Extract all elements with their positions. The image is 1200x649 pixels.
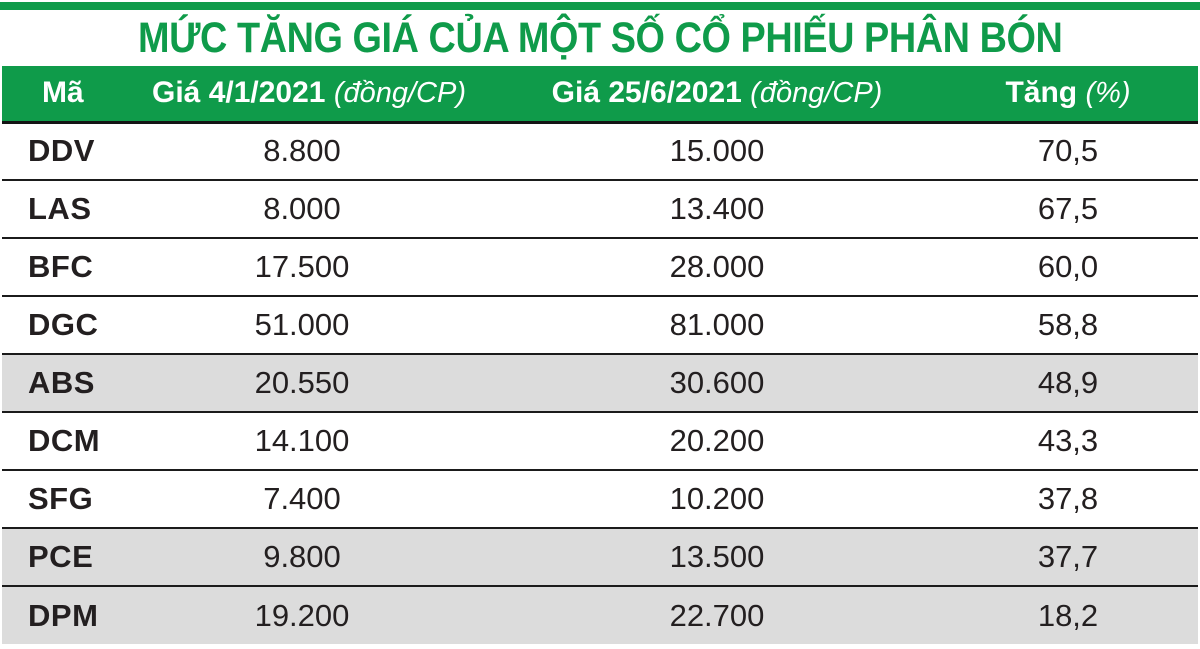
table-row: [2, 180, 1198, 238]
price-end-cell: 30.600: [452, 354, 982, 412]
price-start-cell: 14.100: [152, 412, 452, 470]
header-price-start-unit: (đồng/CP): [333, 77, 466, 110]
change-cell: 18,2: [982, 586, 1198, 644]
header-change-unit: (%): [1085, 77, 1131, 110]
table-row: [2, 354, 1198, 412]
header-ticker-label: Mã: [42, 76, 84, 110]
table-row: [2, 296, 1198, 354]
change-cell: 58,8: [982, 296, 1198, 354]
header-change: [982, 66, 1198, 122]
header-price-end-label: Giá 25/6/2021: [551, 76, 742, 110]
ticker-cell: DPM: [2, 586, 152, 644]
price-end-cell: 22.700: [452, 586, 982, 644]
price-end-cell: 13.500: [452, 528, 982, 586]
header-change-label: Tăng: [1005, 76, 1078, 110]
price-end-cell: 13.400: [452, 180, 982, 238]
price-start-cell: 19.200: [152, 586, 452, 644]
ticker-cell: DDV: [2, 122, 152, 180]
change-cell: 43,3: [982, 412, 1198, 470]
header-price-start: [152, 66, 466, 122]
table-row: [2, 122, 1198, 180]
change-cell: 70,5: [982, 122, 1198, 180]
table-row: [2, 470, 1198, 528]
stock-price-table: [2, 66, 1198, 644]
ticker-cell: ABS: [2, 354, 152, 412]
table-row: [2, 412, 1198, 470]
price-end-cell: 20.200: [452, 412, 982, 470]
price-start-cell: 8.000: [152, 180, 452, 238]
change-cell: 48,9: [982, 354, 1198, 412]
table-row: [2, 586, 1198, 644]
top-accent-bar: [0, 2, 1200, 10]
stock-table-body: [2, 122, 1198, 644]
price-start-cell: 51.000: [152, 296, 452, 354]
change-cell: 37,8: [982, 470, 1198, 528]
table-header-row: [2, 66, 1198, 122]
header-price-start-label: Giá 4/1/2021: [152, 76, 326, 110]
ticker-cell: SFG: [2, 470, 152, 528]
header-price-end: [452, 66, 982, 122]
ticker-cell: DCM: [2, 412, 152, 470]
price-start-cell: 17.500: [152, 238, 452, 296]
chart-title-container: [0, 10, 1200, 66]
price-end-cell: 81.000: [452, 296, 982, 354]
price-end-cell: 15.000: [452, 122, 982, 180]
price-start-cell: 9.800: [152, 528, 452, 586]
price-start-cell: 20.550: [152, 354, 452, 412]
price-start-cell: 7.400: [152, 470, 452, 528]
table-row: [2, 238, 1198, 296]
chart-title: MỨC TĂNG GIÁ CỦA MỘT SỐ CỔ PHIẾU PHÂN BÓN: [137, 13, 1063, 62]
price-end-cell: 28.000: [452, 238, 982, 296]
change-cell: 60,0: [982, 238, 1198, 296]
change-cell: 67,5: [982, 180, 1198, 238]
header-price-end-unit: (đồng/CP): [750, 77, 883, 110]
ticker-cell: LAS: [2, 180, 152, 238]
ticker-cell: BFC: [2, 238, 152, 296]
header-ticker: [2, 66, 152, 122]
price-end-cell: 10.200: [452, 470, 982, 528]
ticker-cell: DGC: [2, 296, 152, 354]
table-row: [2, 528, 1198, 586]
change-cell: 37,7: [982, 528, 1198, 586]
ticker-cell: PCE: [2, 528, 152, 586]
price-start-cell: 8.800: [152, 122, 452, 180]
